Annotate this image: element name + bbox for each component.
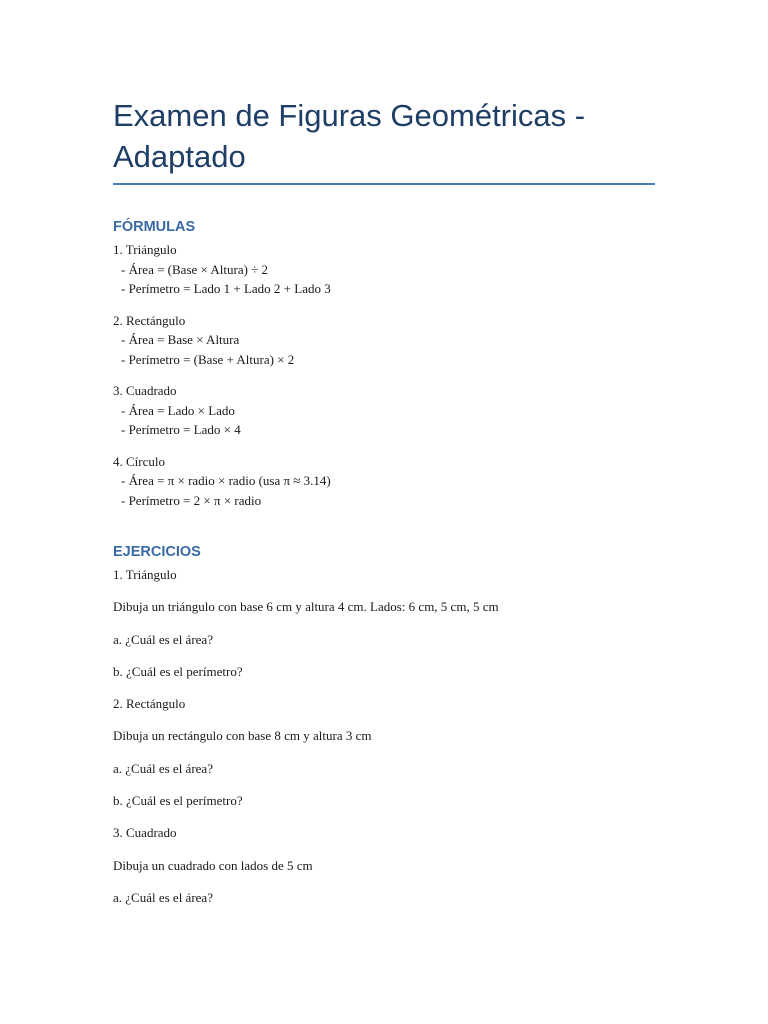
exercise-question: a. ¿Cuál es el área? <box>113 889 213 905</box>
exercise-title: 1. Triángulo <box>113 567 177 582</box>
exercise-question: a. ¿Cuál es el área? <box>113 760 213 776</box>
formula-name: 3. Cuadrado <box>113 383 177 398</box>
formulas-heading: FÓRMULAS <box>113 219 196 235</box>
formula-area: - Área = Base × Altura <box>121 332 240 347</box>
exercise-question: b. ¿Cuál es el perímetro? <box>113 793 243 809</box>
exercise-instruction: Dibuja un triángulo con base 6 cm y altura 4 cm. Lados: 6 cm, 5 cm, 5 cm <box>113 599 499 615</box>
formula-perimeter: - Perímetro = Lado × 4 <box>121 422 241 437</box>
formula-name: 4. Círculo <box>113 453 165 469</box>
formula-area: - Área = π × radio × radio (usa π ≈ 3.14) <box>121 473 331 488</box>
exercise-question: b. ¿Cuál es el perímetro? <box>113 663 243 679</box>
exercises-heading: EJERCICIOS <box>113 544 201 560</box>
formula-area: - Área = Lado × Lado <box>121 402 235 418</box>
exercise-instruction: Dibuja un rectángulo con base 8 cm y altura 3 cm <box>113 728 372 744</box>
exercise-question: a. ¿Cuál es el área? <box>113 631 213 647</box>
formula-perimeter: - Perímetro = (Base + Altura) × 2 <box>121 351 295 367</box>
formulas-list <box>113 240 655 510</box>
formula-rectangle <box>113 311 655 370</box>
exercise-title: 3. Cuadrado <box>113 825 177 841</box>
exercise-instruction: Dibuja un cuadrado con lados de 5 cm <box>113 857 313 873</box>
exercise-title: 2. Rectángulo <box>113 696 186 712</box>
formula-perimeter: - Perímetro = 2 × π × radio <box>121 492 262 508</box>
formula-triangle <box>113 240 655 299</box>
formula-square <box>113 381 655 440</box>
formula-perimeter: - Perímetro = Lado 1 + Lado 2 + Lado 3 <box>121 281 331 296</box>
exercises-list <box>113 565 655 907</box>
formula-circle <box>113 452 655 511</box>
formula-area: - Área = (Base × Altura) ÷ 2 <box>121 261 269 277</box>
document-page <box>113 95 655 920</box>
title-underline <box>113 183 655 185</box>
document-title: Examen de Figuras Geométricas - Adaptado <box>113 98 586 174</box>
formula-name: 2. Rectángulo <box>113 312 186 328</box>
formula-name: 1. Triángulo <box>113 242 177 257</box>
